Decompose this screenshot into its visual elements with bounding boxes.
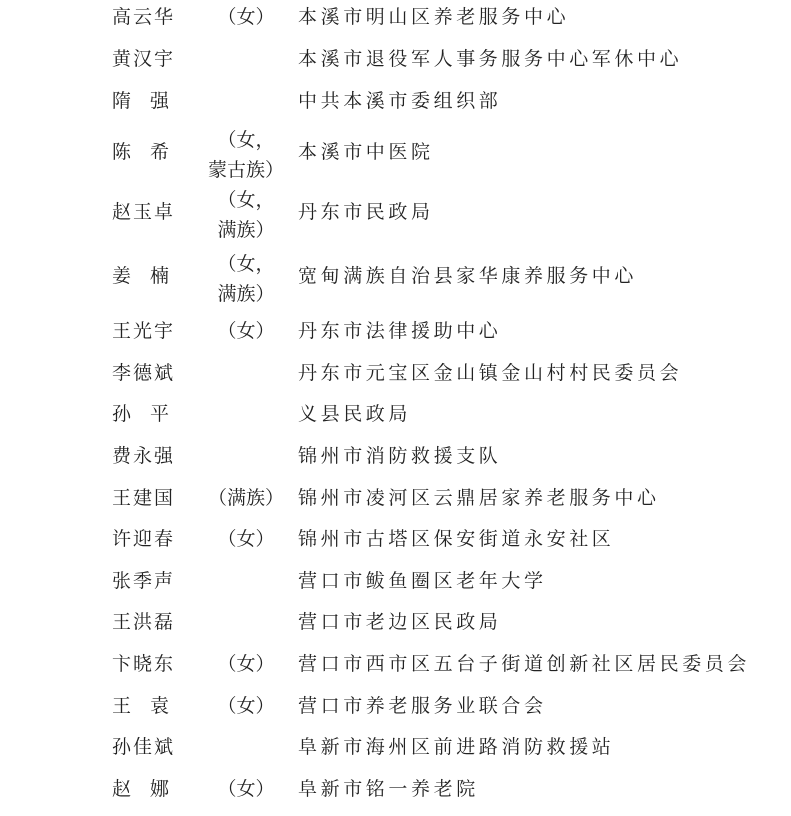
- person-name: 赵 娜: [112, 778, 170, 800]
- person-name: 姜 楠: [112, 265, 170, 287]
- person-name: 隋 强: [112, 90, 170, 112]
- person-note: （女， 蒙古族）: [207, 129, 284, 181]
- person-note: （女）: [217, 778, 275, 800]
- person-name: 费永强: [112, 445, 176, 467]
- person-organization: 本溪市退役军人事务服务中心军休中心: [298, 48, 683, 70]
- person-organization: 锦州市凌河区云鼎居家养老服务中心: [298, 487, 660, 509]
- person-name: 陈 希: [112, 141, 170, 163]
- person-name: 赵玉卓: [112, 201, 176, 223]
- person-name: 王 袁: [112, 695, 170, 717]
- person-organization: 锦州市消防救援支队: [298, 445, 502, 467]
- person-name: 孙 平: [112, 403, 170, 425]
- person-name: 卞晓东: [112, 653, 176, 675]
- person-name: 张季声: [112, 570, 176, 592]
- person-note: （女）: [217, 320, 275, 342]
- person-note: （女， 满族）: [217, 189, 275, 241]
- person-organization: 宽甸满族自治县家华康养服务中心: [298, 265, 638, 287]
- person-note: （女， 满族）: [217, 253, 275, 305]
- person-name: 王光宇: [112, 320, 176, 342]
- person-name: 黄汉宇: [112, 48, 176, 70]
- person-organization: 阜新市铭一养老院: [298, 778, 479, 800]
- person-organization: 义县民政局: [298, 403, 412, 425]
- person-organization: 营口市老边区民政局: [298, 611, 502, 633]
- person-note: （女）: [217, 528, 275, 550]
- person-organization: 中共本溪市委组织部: [298, 90, 502, 112]
- person-note: （女）: [217, 653, 275, 675]
- person-organization: 阜新市海州区前进路消防救援站: [298, 736, 615, 758]
- person-organization: 营口市养老服务业联合会: [298, 695, 547, 717]
- person-name: 孙佳斌: [112, 736, 176, 758]
- person-organization: 锦州市古塔区保安街道永安社区: [298, 528, 615, 550]
- person-note: （女）: [217, 695, 275, 717]
- person-organization: 本溪市明山区养老服务中心: [298, 6, 570, 28]
- person-name: 李德斌: [112, 362, 176, 384]
- person-organization: 丹东市法律援助中心: [298, 320, 502, 342]
- person-name: 许迎春: [112, 528, 176, 550]
- person-name: 高云华: [112, 6, 176, 28]
- person-organization: 丹东市民政局: [298, 201, 434, 223]
- person-note: （满族）: [207, 487, 284, 509]
- person-organization: 本溪市中医院: [298, 141, 434, 163]
- person-note: （女）: [217, 6, 275, 28]
- person-name: 王建国: [112, 487, 176, 509]
- person-organization: 丹东市元宝区金山镇金山村村民委员会: [298, 362, 683, 384]
- person-organization: 营口市鲅鱼圈区老年大学: [298, 570, 547, 592]
- person-name: 王洪磊: [112, 611, 176, 633]
- person-organization: 营口市西市区五台子街道创新社区居民委员会: [298, 653, 751, 675]
